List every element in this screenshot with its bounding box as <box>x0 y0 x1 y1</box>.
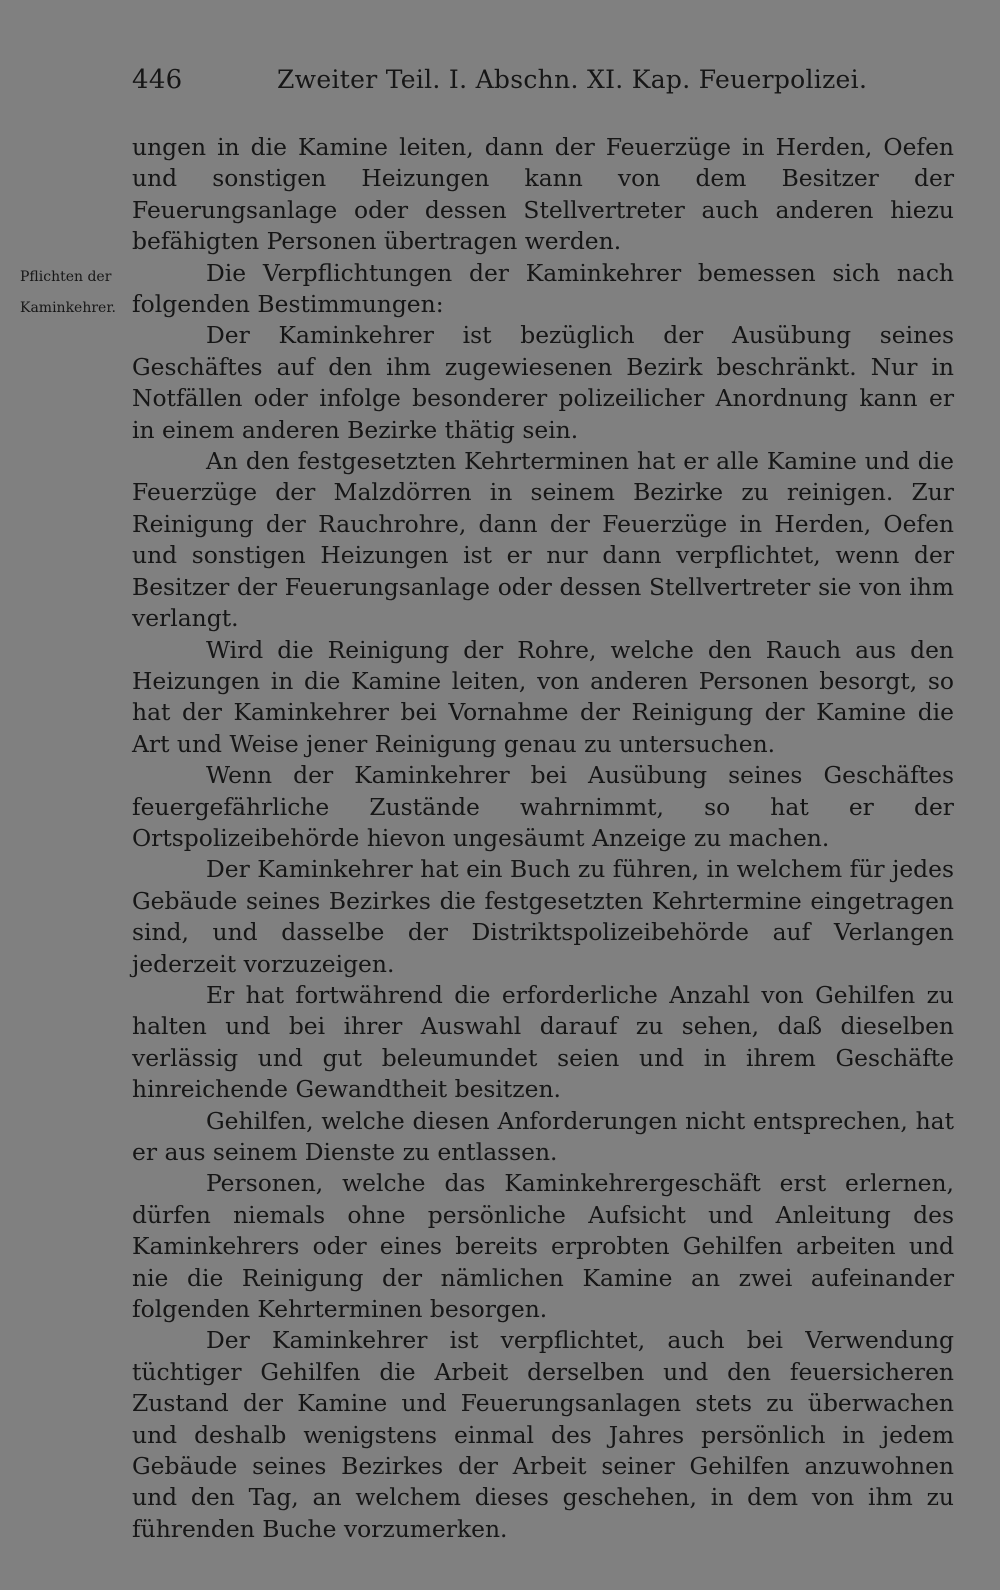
paragraph: Der Kaminkehrer hat ein Buch zu führen, in welchem für jedes Gebäude seines Bezirkes die festgesetzten Kehrtermine eingetragen sind, und dasselbe der Distriktspolizeibehörde auf Verlangen jederzeit vorzuzeigen. <box>132 855 954 978</box>
paragraph: Der Kaminkehrer ist verpflichtet, auch bei Verwendung tüchtiger Gehilfen die Arbeit derselben und den feuersicheren Zustand der Kamine und Feuerungsanlagen stets zu überwachen und deshalb wenigstens einmal des Jahres persönlich in jedem Gebäude seines Bezirkes der Arbeit seiner Gehilfen anzuwohnen und den Tag, an welchem dieses geschehen, in dem von ihm zu führenden Buche vorzumerken. <box>132 1326 954 1543</box>
paragraph: Die Verpflichtungen der Kaminkehrer bemessen sich nach folgenden Bestimmungen: <box>132 258 954 319</box>
running-title: Zweiter Teil. I. Abschn. XI. Kap. Feuerpolizei. <box>277 65 868 94</box>
paragraph-continuation: ungen in die Kamine leiten, dann der Feuerzüge in Herden, Oefen und sonstigen Heizungen kann von dem Besitzer der Feuerungsanlage oder dessen Stellvertreter auch anderen hiezu befähigten Personen übertragen werden. <box>132 133 954 256</box>
margin-note-line-1: Pflichten der <box>20 269 112 285</box>
paragraph: Der Kaminkehrer ist bezüglich der Ausübung seines Geschäftes auf den ihm zugewiesenen Bezirk beschränkt. Nur in Notfällen oder infolge besonderer polizeilicher Anordnung kann er in einem anderen Bezirke thätig sein. <box>132 321 954 444</box>
margin-note-line-2: Kaminkehrer. <box>20 300 116 316</box>
paragraph: Er hat fortwährend die erforderliche Anzahl von Gehilfen zu halten und bei ihrer Auswahl darauf zu sehen, daß dieselben verlässig und gut beleumundet seien und in ihrem Geschäfte hinreichende Gewandtheit besitzen. <box>132 980 954 1104</box>
body-text <box>132 132 954 1545</box>
paragraph: Gehilfen, welche diesen Anforderungen nicht entsprechen, hat er aus seinem Dienste zu entlassen. <box>132 1106 954 1166</box>
margin-note <box>20 262 138 324</box>
page-number: 446 <box>132 65 183 95</box>
paragraph: An den festgesetzten Kehrterminen hat er alle Kamine und die Feuerzüge der Malzdörren in seinem Bezirke zu reinigen. Zur Reinigung der Rauchrohre, dann der Feuerzüge in Herden, Oefen und sonstigen Heizungen ist er nur dann verpflichtet, wenn der Besitzer der Feuerungsanlage oder dessen Stellvertreter sie von ihm verlangt. <box>132 447 954 633</box>
paragraph: Wenn der Kaminkehrer bei Ausübung seines Geschäftes feuergefährliche Zustände wahrnimmt, so hat er der Ortspolizeibehörde hievon ungesäumt Anzeige zu machen. <box>132 761 954 852</box>
paragraph: Personen, welche das Kaminkehrergeschäft erst erlernen, dürfen niemals ohne persönliche Aufsicht und Anleitung des Kaminkehrers oder eines bereits erprobten Gehilfen arbeiten und nie die Reinigung der nämlichen Kamine an zwei aufeinander folgenden Kehrterminen besorgen. <box>132 1169 954 1324</box>
page-header <box>132 60 962 100</box>
paragraph: Wird die Reinigung der Rohre, welche den Rauch aus den Heizungen in die Kamine leiten, von anderen Personen besorgt, so hat der Kaminkehrer bei Vornahme der Reinigung der Kamine die Art und Weise jener Reinigung genau zu untersuchen. <box>132 635 954 758</box>
